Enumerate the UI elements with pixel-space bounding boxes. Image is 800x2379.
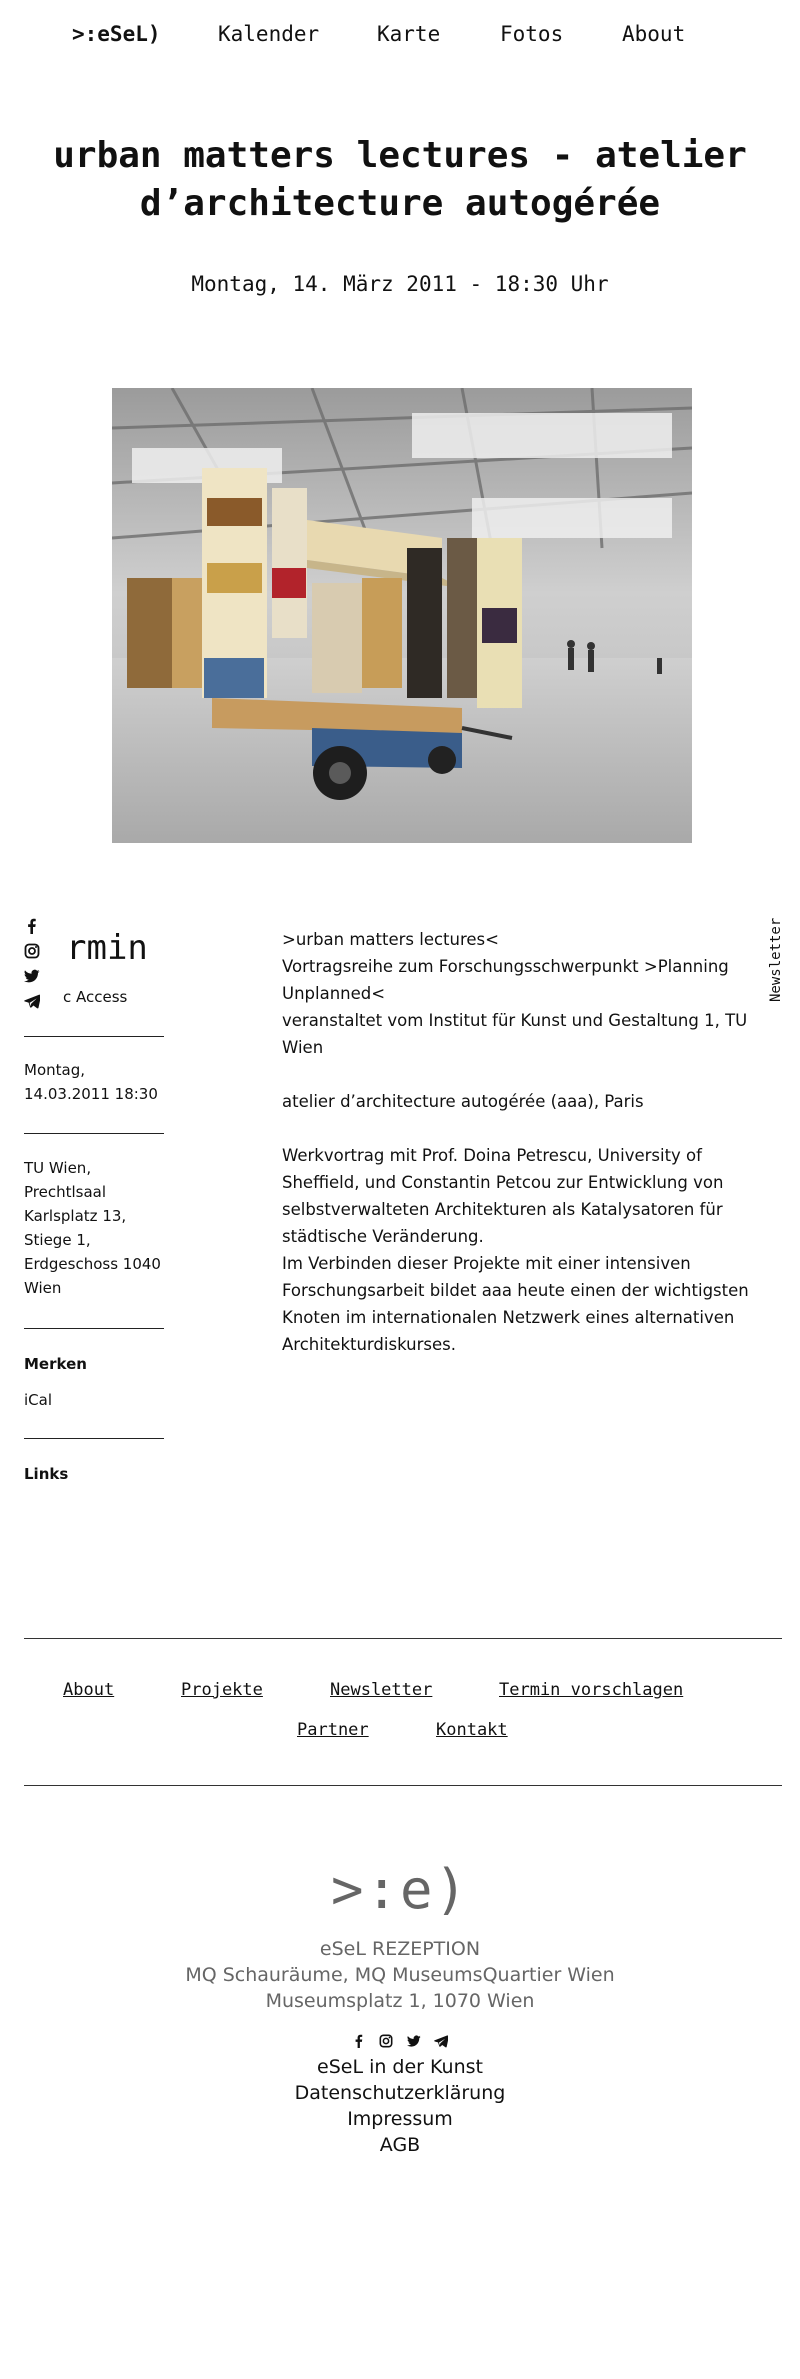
paragraph-gap xyxy=(282,1115,752,1142)
nav-about[interactable]: About xyxy=(622,22,686,46)
footer-link-termin-vorschlagen[interactable]: Termin vorschlagen xyxy=(499,1680,684,1700)
datetime-line-1: Montag, xyxy=(24,1061,85,1079)
sidebar-heading: rmin xyxy=(66,928,148,968)
footer-divider-top xyxy=(24,1638,782,1639)
location-line: Wien xyxy=(24,1279,62,1297)
paragraph-gap xyxy=(282,1061,752,1088)
twitter-icon[interactable] xyxy=(407,2034,421,2048)
event-description xyxy=(282,926,752,1358)
top-navigation xyxy=(0,22,800,52)
facebook-icon[interactable] xyxy=(24,918,40,934)
telegram-icon[interactable] xyxy=(434,2034,448,2048)
location-line: Stiege 1, xyxy=(24,1231,91,1249)
footer-link-about[interactable]: About xyxy=(63,1680,115,1700)
location-line: TU Wien, xyxy=(24,1159,92,1177)
telegram-icon[interactable] xyxy=(24,993,40,1009)
location-line: Prechtlsaal xyxy=(24,1183,107,1201)
datetime-line-2: 14.03.2011 18:30 xyxy=(24,1085,158,1103)
event-title xyxy=(40,132,760,228)
sidebar-datetime xyxy=(24,1058,164,1106)
merken-heading: Merken xyxy=(24,1355,87,1373)
footer-address-1: MQ Schauräume, MQ MuseumsQuartier Wien xyxy=(185,1964,615,1986)
description-paragraph: Werkvortrag mit Prof. Doina Petrescu, University of Sheffield, und Constantin Petcou zur Entwicklung von selbstverwalteten Architekturen als Katalysatoren für städtische Veränderung. xyxy=(282,1146,724,1246)
sidebar-divider xyxy=(24,1036,164,1037)
links-heading: Links xyxy=(24,1465,69,1483)
facebook-icon[interactable] xyxy=(352,2034,366,2048)
footer-logo[interactable]: >:e) xyxy=(330,1858,470,1921)
description-paragraph: veranstaltet vom Institut für Kunst und Gestaltung 1, TU Wien xyxy=(282,1011,748,1057)
description-paragraph: Im Verbinden dieser Projekte mit einer intensiven Forschungsarbeit bildet aaa heute einen der wichtigsten Knoten im internationalen Netzwerk eines alternativen Architekturdiskurses. xyxy=(282,1254,749,1354)
twitter-icon[interactable] xyxy=(24,968,40,984)
sidebar-location xyxy=(24,1156,164,1300)
event-photo xyxy=(112,388,692,843)
event-date: Montag, 14. März 2011 - 18:30 Uhr xyxy=(191,272,609,296)
footer-rezeption: eSeL REZEPTION xyxy=(319,1938,481,1960)
description-paragraph: atelier d’architecture autogérée (aaa), Paris xyxy=(282,1092,644,1111)
instagram-icon[interactable] xyxy=(24,943,40,959)
footer-social-icons xyxy=(0,2030,800,2049)
newsletter-tab-label: Newsletter xyxy=(768,917,784,1002)
nav-fotos[interactable]: Fotos xyxy=(500,22,564,46)
public-access-label: c Access xyxy=(63,988,128,1006)
nav-kalender[interactable]: Kalender xyxy=(218,22,320,46)
footer-link-newsletter[interactable]: Newsletter xyxy=(330,1680,433,1700)
sidebar-divider xyxy=(24,1438,164,1439)
instagram-icon[interactable] xyxy=(379,2034,393,2048)
newsletter-tab[interactable] xyxy=(764,917,788,1002)
footer-link-datenschutz[interactable]: Datenschutzerklärung xyxy=(294,2082,506,2104)
description-paragraph: Vortragsreihe zum Forschungsschwerpunkt >Planning Unplanned< xyxy=(282,957,729,1003)
sidebar-divider xyxy=(24,1133,164,1134)
footer-link-agb[interactable]: AGB xyxy=(379,2134,421,2156)
ical-link[interactable]: iCal xyxy=(24,1391,53,1409)
footer-link-kontakt[interactable]: Kontakt xyxy=(436,1720,508,1740)
footer-link-partner[interactable]: Partner xyxy=(297,1720,369,1740)
social-icons xyxy=(24,918,44,1018)
sidebar-divider xyxy=(24,1328,164,1329)
footer-link-impressum[interactable]: Impressum xyxy=(347,2108,453,2130)
event-title-line-1: urban matters lectures - atelier xyxy=(53,135,747,176)
nav-karte[interactable]: Karte xyxy=(377,22,441,46)
location-line: Karlsplatz 13, xyxy=(24,1207,127,1225)
description-paragraph: >urban matters lectures< xyxy=(282,930,499,949)
location-line: Erdgeschoss 1040 xyxy=(24,1255,161,1273)
footer-divider-bottom xyxy=(24,1785,782,1786)
footer-link-kunst[interactable]: eSeL in der Kunst xyxy=(317,2056,483,2078)
event-title-line-2: d’architecture autogérée xyxy=(139,183,661,224)
footer-address-2: Museumsplatz 1, 1070 Wien xyxy=(265,1990,535,2012)
footer-link-projekte[interactable]: Projekte xyxy=(181,1680,263,1700)
site-logo[interactable]: >:eSeL) xyxy=(72,22,161,46)
